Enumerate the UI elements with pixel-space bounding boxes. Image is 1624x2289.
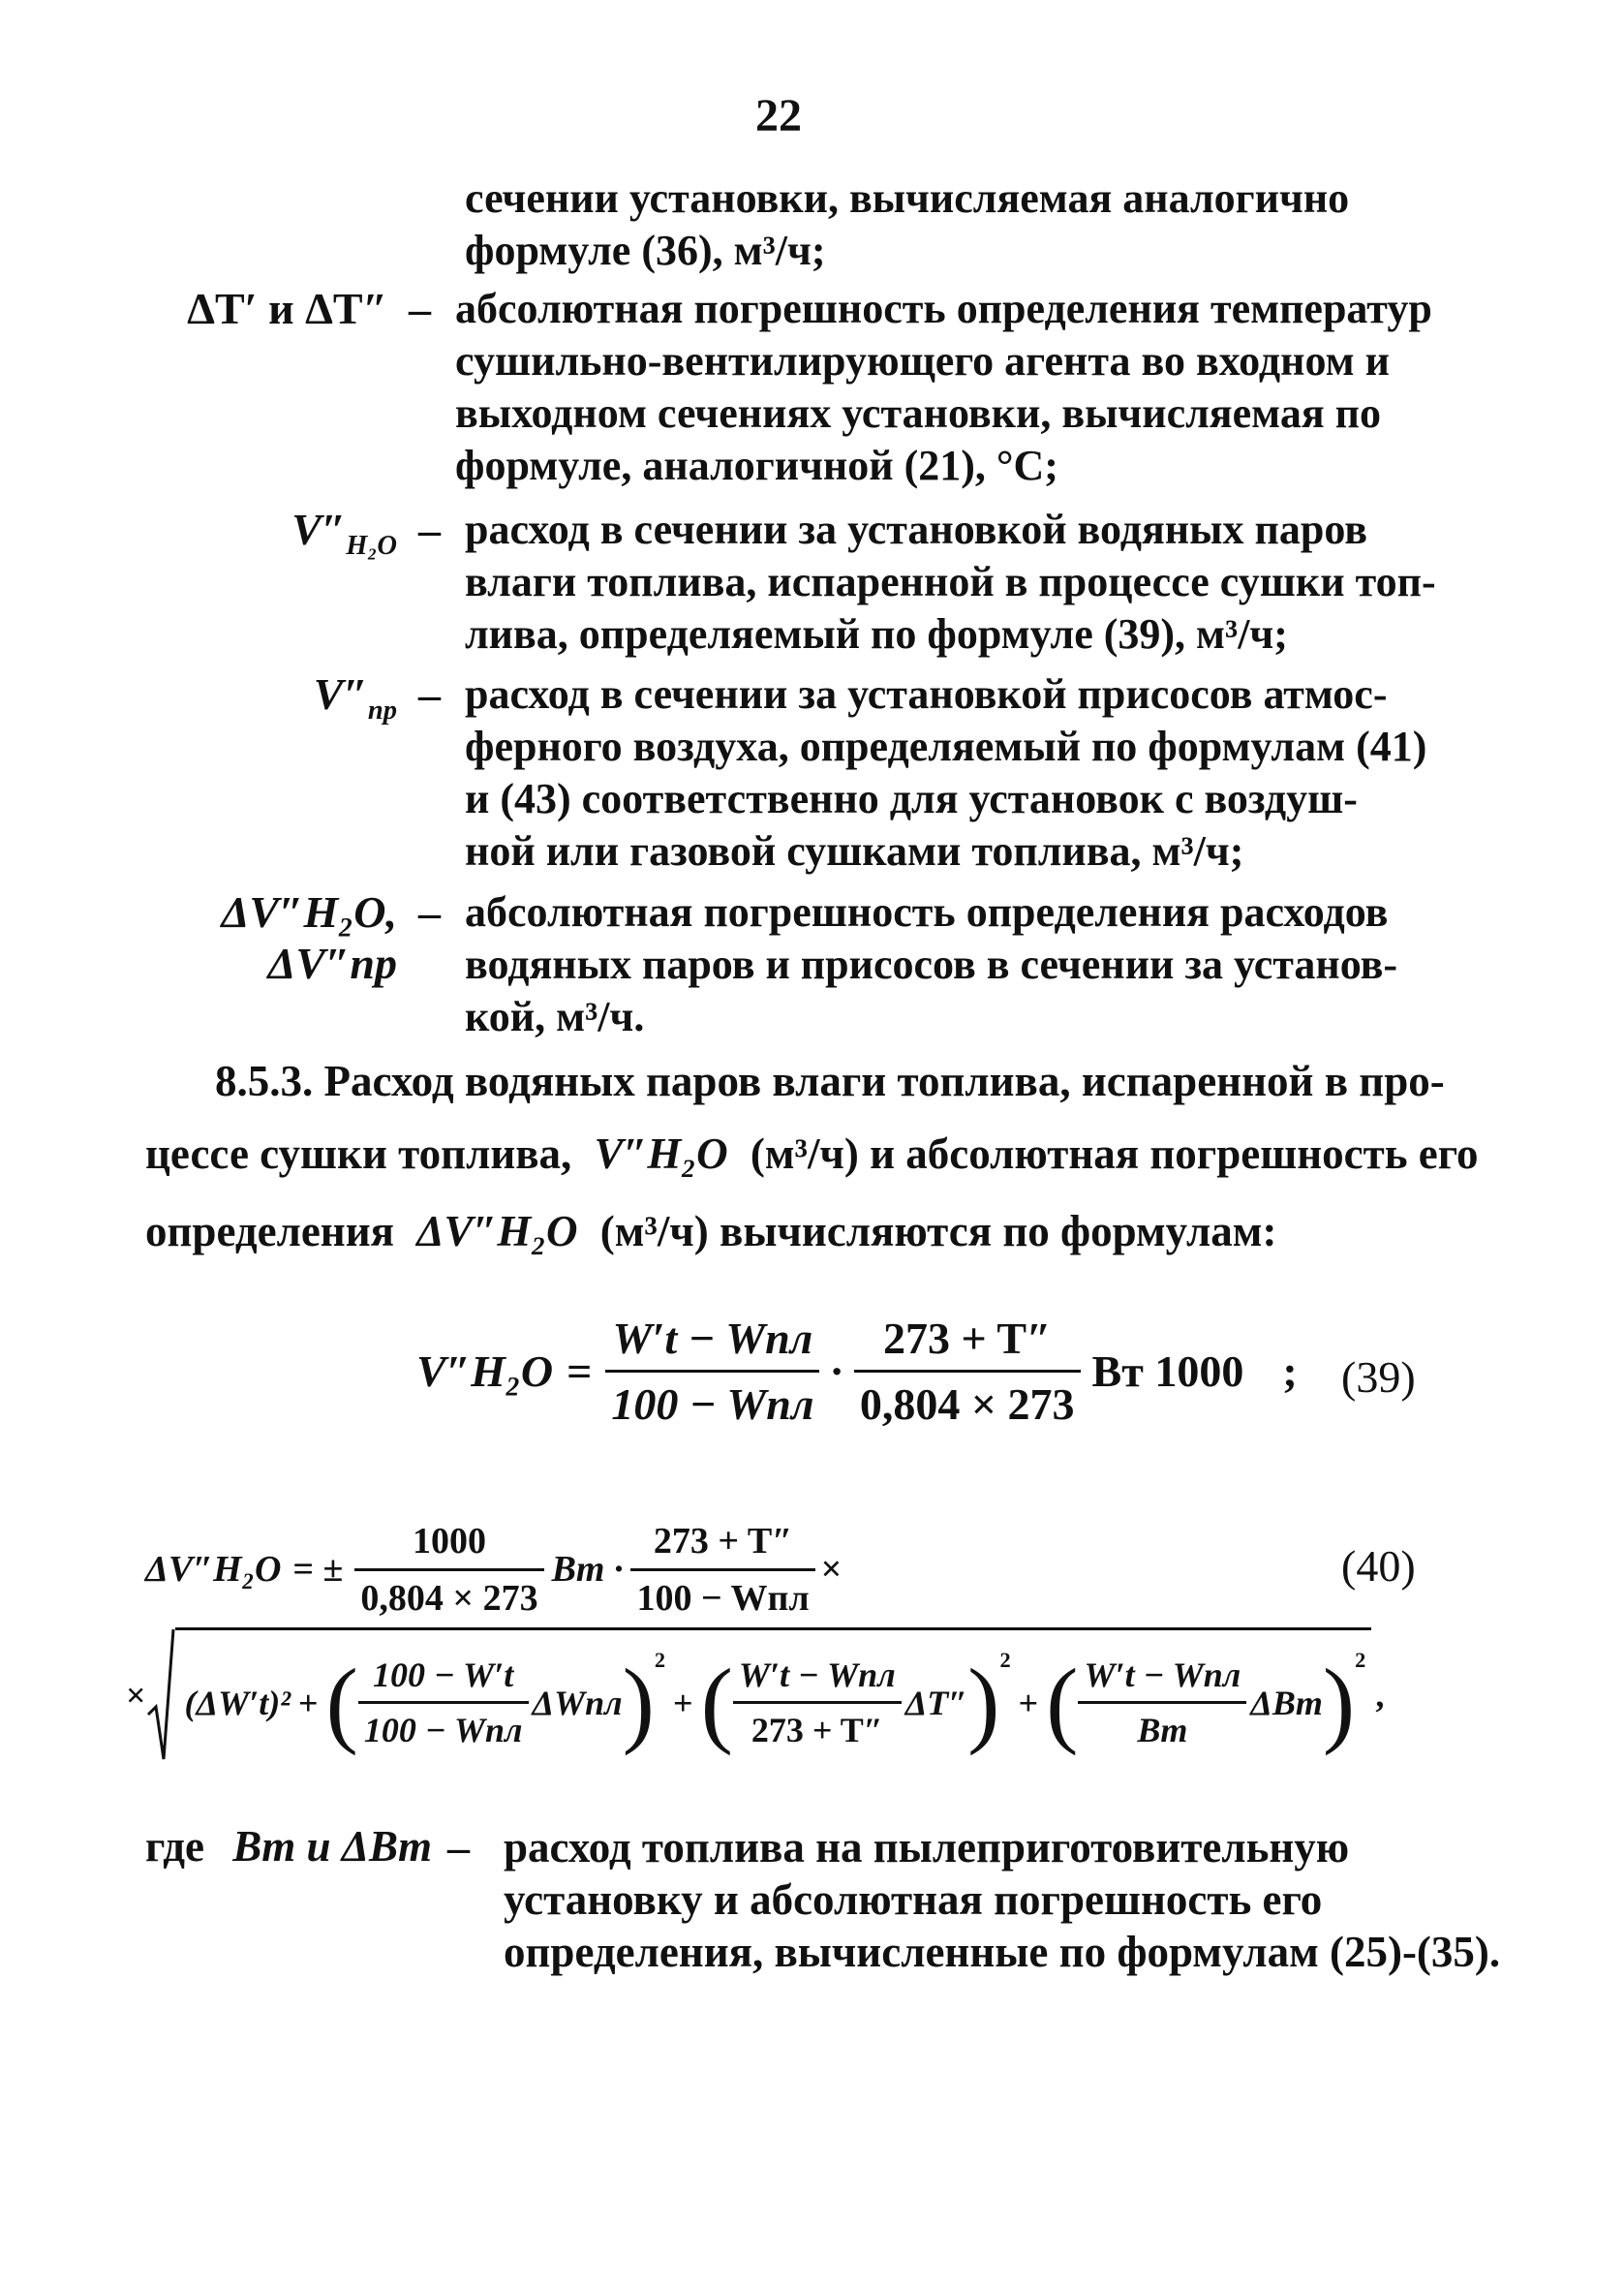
- plus-sign: +: [673, 1683, 693, 1722]
- symbol-sub: пр: [367, 695, 397, 726]
- close-paren: ): [967, 1648, 1000, 1756]
- numerator: W′t − Wпл: [1078, 1655, 1246, 1704]
- equation-number-40: (40): [1341, 1541, 1416, 1591]
- text-line: ной или газовой сушками топлива, м³/ч;: [465, 827, 1244, 875]
- definition-dash: –: [418, 669, 441, 719]
- formula-39: [416, 1308, 1298, 1434]
- denominator: 273 + T″: [751, 1711, 883, 1749]
- text-line: формуле, аналогичной (21), °С;: [455, 442, 1058, 489]
- formula-lhs: V″H₂O: [416, 1346, 554, 1396]
- numerator: 100 − W′t: [358, 1655, 529, 1704]
- text-line: сушильно-вентилирующего агента во входном и: [455, 337, 1390, 385]
- close-paren: ): [622, 1648, 655, 1756]
- text: (м³/ч) и абсолютная погрешность его: [750, 1129, 1479, 1178]
- formula-mid: Bт ·: [551, 1549, 624, 1590]
- denominator: 0,804 × 273: [859, 1378, 1075, 1429]
- fraction: [605, 1313, 819, 1430]
- times-sign: ×: [126, 1676, 146, 1715]
- equals-sign: = ±: [292, 1549, 344, 1590]
- text-line: водяных паров и присосов в сечении за установ-: [465, 941, 1398, 988]
- section-line-3: [145, 1206, 1276, 1256]
- text-line: расход в сечении за установкой присосов атмос-: [465, 670, 1388, 718]
- definition-dash: –: [409, 284, 431, 333]
- formula-tail: Bт 1000: [1091, 1346, 1244, 1396]
- square-root: [146, 1627, 1372, 1763]
- text-line: кой, м³/ч.: [465, 993, 645, 1040]
- definition-text-vpr: [465, 668, 1426, 878]
- text-line: установку и абсолютная погрешность его: [504, 1875, 1323, 1924]
- formula-lhs: ΔV″H₂O: [145, 1549, 282, 1590]
- dot-operator: ·: [829, 1346, 844, 1396]
- fraction: [630, 1520, 814, 1620]
- text-line: ферного воздуха, определяемый по формулам (41): [465, 723, 1427, 770]
- root-body: [175, 1627, 1372, 1763]
- symbol-dvh2o: ΔV″H₂O: [416, 1207, 578, 1255]
- definition-text-dv: [465, 886, 1397, 1043]
- plus-sign: +: [298, 1683, 319, 1722]
- text-line: сечении установки, вычисляемая аналогично: [465, 174, 1350, 222]
- definition-dash: –: [418, 887, 441, 937]
- text-line: абсолютная погрешность определения расходов: [465, 888, 1389, 936]
- text: (м³/ч) вычисляются по формулам:: [599, 1207, 1277, 1255]
- symbol-main: V″: [291, 505, 347, 554]
- section-line-1: 8.5.3. Расход водяных паров влаги топлива, испаренной в про-: [215, 1057, 1445, 1105]
- text-line: расход в сечении за установкой водяных паров: [465, 506, 1367, 553]
- definition-text-dt: [455, 283, 1432, 492]
- numerator: 1000: [354, 1520, 543, 1571]
- fraction: [354, 1520, 543, 1620]
- semicolon: ;: [1282, 1346, 1298, 1396]
- where-label: [145, 1821, 432, 1871]
- close-paren: ): [1322, 1648, 1356, 1756]
- denominator: 0,804 × 273: [360, 1577, 538, 1619]
- exponent: 2: [999, 1648, 1011, 1672]
- numerator: W′t − Wпл: [605, 1313, 819, 1373]
- definition-symbol-dv: ΔV″H₂O, ΔV″пр: [221, 887, 397, 988]
- equals-sign: =: [567, 1346, 593, 1396]
- text-line: выходном сечениях установки, вычисляемая по: [455, 389, 1381, 437]
- formula-40-line-2: [126, 1627, 1384, 1763]
- text-line: лива, определяемый по формуле (39), м³/ч;: [465, 610, 1288, 658]
- open-paren: (: [325, 1648, 358, 1756]
- symbol-sub: H₂O: [346, 530, 397, 561]
- open-paren: (: [700, 1648, 733, 1756]
- term-tail: ΔBт: [1250, 1683, 1323, 1722]
- fraction: [358, 1655, 529, 1750]
- text: определения: [145, 1207, 394, 1255]
- comma: ,: [1375, 1676, 1385, 1715]
- text-line: расход топлива на пылеприготовительную: [504, 1823, 1350, 1871]
- text: цессе сушки топлива,: [145, 1129, 572, 1178]
- symbol-vh2o: V″H₂O: [594, 1129, 728, 1178]
- term-tail: ΔT″: [904, 1683, 968, 1722]
- where-word: где: [145, 1822, 204, 1871]
- where-text: [504, 1821, 1500, 1978]
- definition-text-vh2o: [465, 504, 1436, 661]
- definition-dash: –: [418, 505, 441, 554]
- plus-sign: +: [1018, 1683, 1039, 1722]
- text-line: определения, вычисленные по формулам (25)-(35).: [504, 1928, 1501, 1976]
- radical-sign-icon: [146, 1627, 175, 1763]
- text-line: влаги топлива, испаренной в процессе сушки топ-: [465, 558, 1436, 605]
- numerator: 273 + T″: [630, 1520, 814, 1571]
- open-paren: (: [1046, 1648, 1079, 1756]
- definition-symbol-vpr: [291, 668, 397, 727]
- page-number: 22: [755, 90, 802, 141]
- fraction: [854, 1313, 1081, 1430]
- exponent: 2: [654, 1648, 666, 1672]
- definition-dash: –: [447, 1822, 470, 1871]
- denominator: 100 − Wпл: [611, 1378, 814, 1429]
- root-term-1: (ΔW′t)²: [184, 1683, 291, 1722]
- section-line-2: [145, 1129, 1479, 1179]
- equation-number-39: (39): [1341, 1352, 1416, 1402]
- numerator: W′t − Wпл: [733, 1655, 902, 1704]
- text-line: абсолютная погрешность определения температур: [455, 285, 1432, 332]
- text-line: формуле (36), м³/ч;: [465, 227, 826, 274]
- formula-40-line-1: [145, 1516, 842, 1623]
- definition-symbol-dt: ΔT′ и ΔT″: [187, 284, 387, 333]
- text-line: и (43) соответственно для установок с воздуш-: [465, 775, 1358, 822]
- denominator: 100 − Wпл: [636, 1577, 810, 1619]
- fraction: [733, 1655, 902, 1750]
- fraction: [1078, 1655, 1246, 1750]
- where-symbols: Bт и ΔBт: [232, 1822, 432, 1871]
- symbol-main: V″: [313, 669, 368, 719]
- term-tail: ΔWпл: [532, 1683, 623, 1722]
- denominator: 100 − Wпл: [363, 1711, 523, 1749]
- exponent: 2: [1355, 1648, 1366, 1672]
- numerator: 273 + T″: [854, 1313, 1081, 1373]
- definition-symbol-vh2o: [242, 504, 397, 562]
- intro-text: [465, 172, 1349, 277]
- denominator: Bт: [1137, 1711, 1188, 1749]
- times-sign: ×: [820, 1549, 843, 1590]
